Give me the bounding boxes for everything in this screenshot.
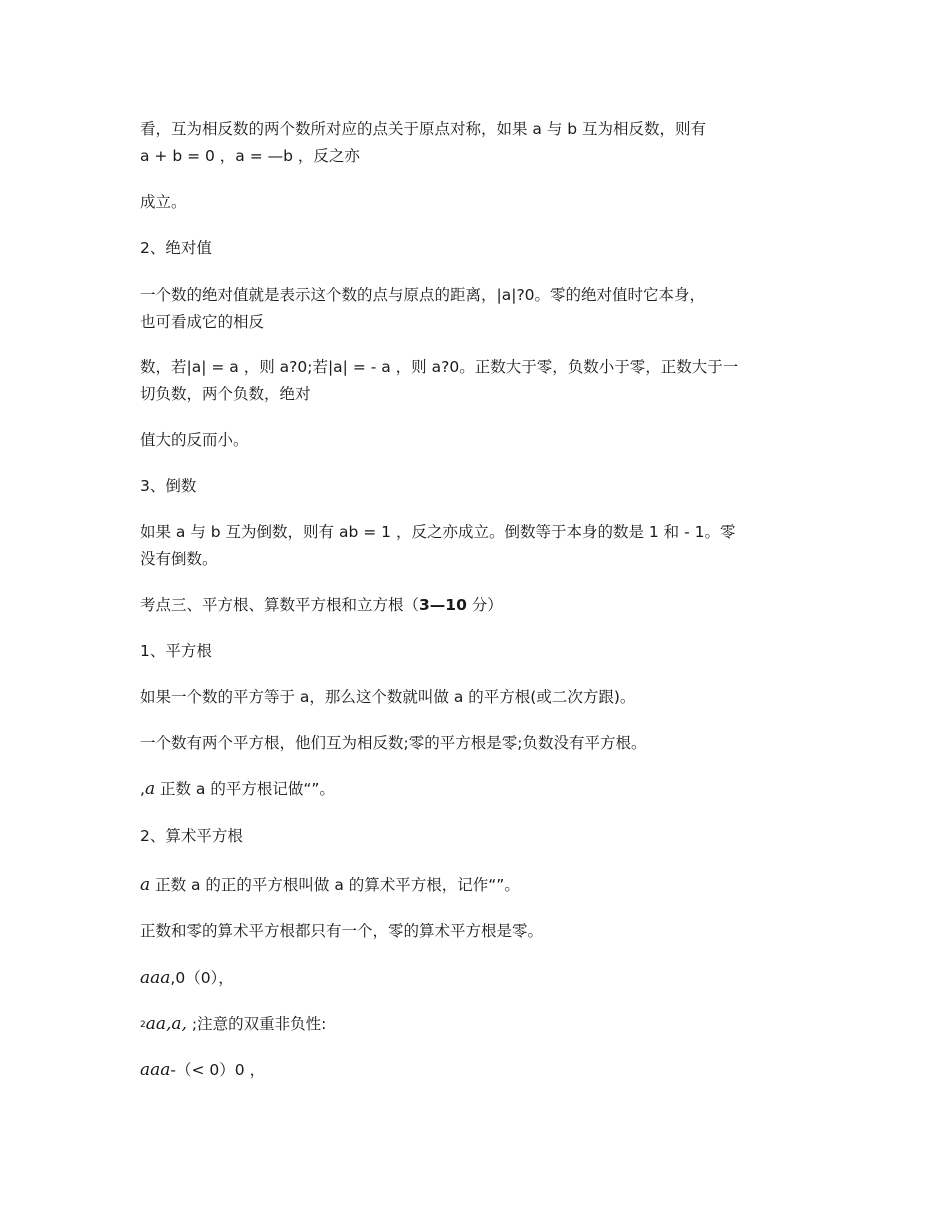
text-line: a + b = 0 ，a = —b ，反之亦 <box>140 147 360 165</box>
paragraph-absolute-value-cont <box>140 354 810 408</box>
section-heading-arithmetic-root: 2、算术平方根 <box>140 827 243 845</box>
paragraph-formula-line <box>140 776 810 803</box>
text-line: 切负数，两个负数，绝对 <box>140 385 311 403</box>
section-heading-absolute-value: 2、绝对值 <box>140 239 212 257</box>
section-heading-reciprocal: 3、倒数 <box>140 477 197 495</box>
math-variable: aa,a, <box>145 1014 187 1034</box>
math-variable: a <box>144 779 156 799</box>
paragraph-reciprocal <box>140 519 810 573</box>
paragraph-text: 一个数有两个平方根，他们互为相反数;零的平方根是零;负数没有平方根。 <box>140 734 647 752</box>
text-line: 正数 a 的平方根记做“”。 <box>155 780 335 798</box>
text-line: 没有倒数。 <box>140 550 218 568</box>
text-line: 一个数的绝对值就是表示这个数的点与原点的距离，|a|?0。零的绝对值时它本身， <box>140 286 706 304</box>
text-prefix: , <box>140 780 145 798</box>
math-superscript: 2 <box>140 1020 146 1030</box>
paragraph-formula-line <box>140 1057 810 1084</box>
paragraph-absolute-value <box>140 282 810 336</box>
math-variable: aaa <box>140 968 171 988</box>
section-heading-square-roots <box>140 592 810 619</box>
text-line: 如果 a 与 b 互为倒数，则有 ab = 1 ，反之亦成立。倒数等于本身的数是 1 和 - 1。零 <box>140 523 736 541</box>
math-variable: a <box>140 875 151 895</box>
paragraph-text: 正数和零的算术平方根都只有一个，零的算术平方根是零。 <box>140 922 544 940</box>
math-variable: aaa <box>140 1060 171 1080</box>
paragraph-text: 成立。 <box>140 193 187 211</box>
paragraph-formula-line <box>140 872 810 899</box>
text-line: -（< 0）0 ， <box>170 1061 266 1079</box>
paragraph-formula-line <box>140 1011 810 1039</box>
text-line: 看，互为相反数的两个数所对应的点关于原点对称，如果 a 与 b 互为相反数，则有 <box>140 120 707 138</box>
heading-score: 3—10 <box>419 596 467 614</box>
heading-text: 考点三、平方根、算数平方根和立方根（ <box>140 596 420 614</box>
paragraph-formula-line <box>140 965 810 992</box>
section-heading-square-root: 1、平方根 <box>140 642 212 660</box>
text-line: 数，若|a| = a ，则 a?0;若|a| = - a ，则 a?0。正数大于零，负数小于零，正数大于一 <box>140 358 739 376</box>
paragraph-opposite-numbers <box>140 116 810 170</box>
paragraph-text: 如果一个数的平方等于 a，那么这个数就叫做 a 的平方根(或二次方跟)。 <box>140 688 636 706</box>
text-line: 正数 a 的正的平方根叫做 a 的算术平方根，记作“”。 <box>150 876 520 894</box>
text-line: ;注意的双重非负性: <box>186 1015 327 1033</box>
heading-text-end: 分） <box>466 596 503 614</box>
paragraph-text: 值大的反而小。 <box>140 431 249 449</box>
text-line: ,0（0）， <box>170 969 234 987</box>
text-line: 也可看成它的相反 <box>140 313 265 331</box>
